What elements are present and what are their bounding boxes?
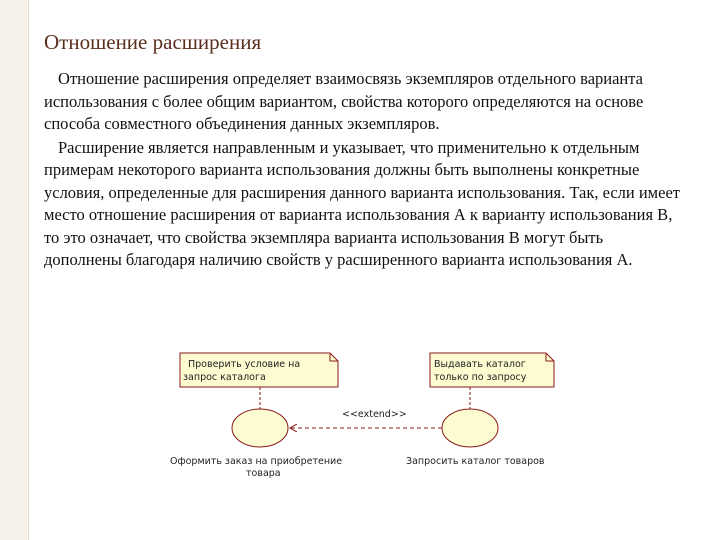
slide-body [44,68,684,273]
paragraph-1: Отношение расширения определяет взаимосвязь экземпляров отдельного варианта использования с более общим вариантом, свойства которого определяются на основе способа совместного объединения данных экземпляров. [44,69,644,133]
usecase-left-label-line1: Оформить заказ на приобретение [170,456,343,467]
note-left-line1: Проверить условие на [188,359,301,370]
extend-label: <<extend>> [342,409,407,420]
note-right-line1: Выдавать каталог [434,359,526,370]
use-case-diagram [150,345,570,490]
usecase-left-label-line2: товара [246,468,281,479]
note-left-line2: запрос каталога [183,372,266,383]
paragraph-2: Расширение является направленным и указывает, что применительно к отдельным примерам некоторого варианта использования должны быть выполнены конкретные условия, определенные для расширения данного варианта использования. Так, если имеет место отношение расширения от варианта использования А к варианту использования В, то это означает, что свойства экземпляра варианта использования В могут быть дополнены благодаря наличию свойств у расширенного варианта использования А. [44,137,680,269]
side-decoration [0,0,29,540]
note-right-line2: только по запросу [434,372,527,383]
slide-title: Отношение расширения [44,30,262,54]
usecase-right-ellipse [442,409,498,447]
note-left [180,353,338,387]
note-right [430,353,554,387]
usecase-right-label: Запросить каталог товаров [406,456,545,467]
usecase-left-ellipse [232,409,288,447]
